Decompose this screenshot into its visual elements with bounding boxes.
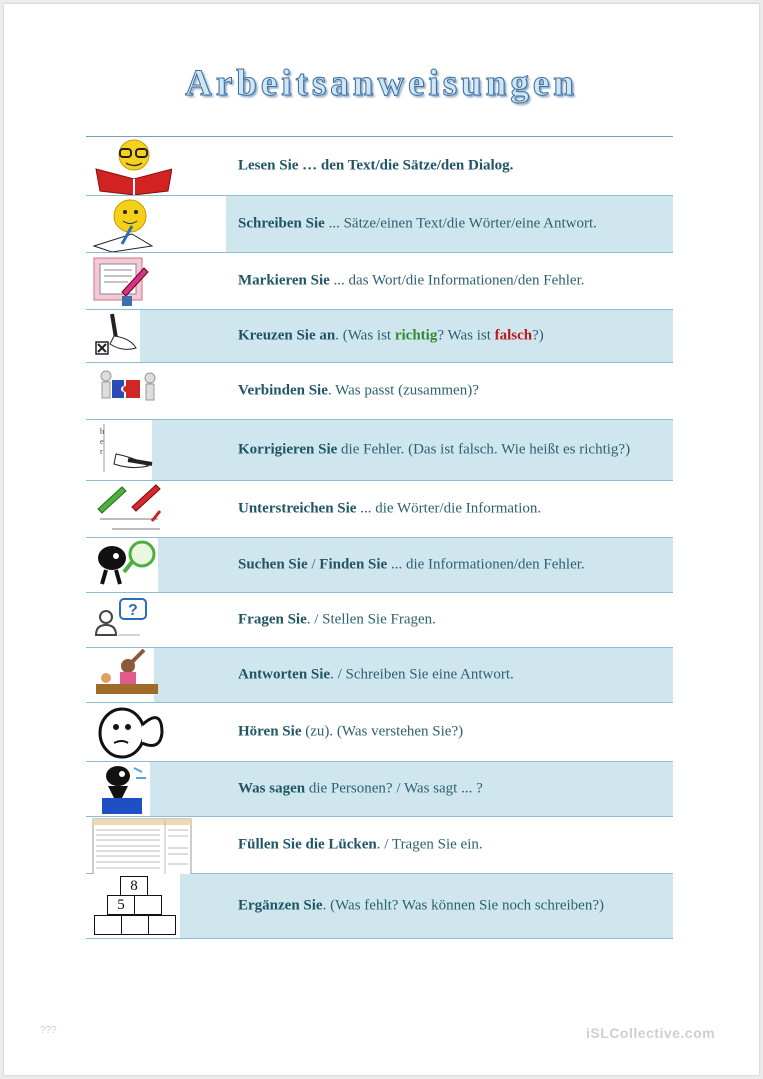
watermark-left: ??? xyxy=(40,1025,57,1036)
raising-hand-student-icon xyxy=(86,648,154,702)
person-question-icon xyxy=(86,593,226,647)
correcting-pen-icon xyxy=(86,420,152,480)
magnifier-figure-icon xyxy=(86,538,158,592)
number-pyramid-icon xyxy=(86,874,180,938)
puzzle-figures-icon xyxy=(86,363,226,419)
instruction-text: Verbinden Sie. Was passt (zusammen)? xyxy=(238,382,479,399)
instruction-text: Füllen Sie die Lücken. / Tragen Sie ein. xyxy=(238,836,483,853)
table-row xyxy=(86,648,673,703)
writing-smiley-icon xyxy=(86,196,226,252)
worksheet-gaps-icon xyxy=(86,817,226,873)
table-row xyxy=(86,363,673,420)
highlighter-paper-icon xyxy=(86,253,226,309)
reading-book-smiley-icon xyxy=(86,137,226,195)
instruction-table xyxy=(86,136,673,939)
table-row xyxy=(86,762,673,817)
instruction-text: Was sagen die Personen? / Was sagt ... ? xyxy=(238,780,483,797)
speaking-figure-icon xyxy=(86,762,150,816)
pyramid-top-cell: 8 xyxy=(120,876,148,896)
instruction-text: Lesen Sie … den Text/die Sätze/den Dialog. xyxy=(238,157,514,174)
table-row xyxy=(86,420,673,481)
instruction-text: Kreuzen Sie an. (Was ist richtig? Was ist falsch?) xyxy=(238,327,544,344)
listening-face-icon xyxy=(86,703,226,761)
table-row xyxy=(86,593,673,648)
page-title: Arbeitsanweisungen xyxy=(185,63,578,104)
instruction-text: Schreiben Sie ... Sätze/einen Text/die Wörter/eine Antwort. xyxy=(238,215,597,232)
instruction-text: Korrigieren Sie die Fehler. (Das ist falsch. Wie heißt es richtig?) xyxy=(238,441,631,458)
watermark-isl: iSLCollective.com xyxy=(586,1025,716,1041)
pyramid-bottom-cell xyxy=(148,915,176,935)
svg-text:r: r xyxy=(100,447,103,456)
table-row xyxy=(86,703,673,762)
table-row xyxy=(86,481,673,538)
instruction-text: Markieren Sie ... das Wort/die Informationen/den Fehler. xyxy=(238,272,585,289)
table-row xyxy=(86,817,673,874)
table-row xyxy=(86,137,673,196)
instruction-text: Fragen Sie. / Stellen Sie Fragen. xyxy=(238,611,436,628)
instruction-text: Hören Sie (zu). (Was verstehen Sie?) xyxy=(238,723,464,740)
table-row xyxy=(86,538,673,593)
instruction-text: Suchen Sie / Finden Sie ... die Informationen/den Fehler. xyxy=(238,556,585,573)
pen-checkbox-icon xyxy=(86,310,140,362)
instruction-text: Antworten Sie. / Schreiben Sie eine Antwort. xyxy=(238,666,514,683)
svg-text:e: e xyxy=(100,437,104,446)
table-row xyxy=(86,874,673,939)
pyramid-middle-cell xyxy=(134,895,162,915)
pyramid-bottom-cell xyxy=(121,915,149,935)
table-row xyxy=(86,253,673,310)
svg-text:b: b xyxy=(100,427,104,436)
pyramid-middle-cell: 5 xyxy=(107,895,135,915)
table-row xyxy=(86,310,673,363)
instruction-text: Ergänzen Sie. (Was fehlt? Was können Sie noch schreiben?) xyxy=(238,897,604,914)
table-row xyxy=(86,196,673,253)
pencils-underline-icon xyxy=(86,481,226,537)
pyramid-bottom-cell xyxy=(94,915,122,935)
svg-text:?: ? xyxy=(128,602,138,619)
instruction-text: Unterstreichen Sie ... die Wörter/die Information. xyxy=(238,500,542,517)
